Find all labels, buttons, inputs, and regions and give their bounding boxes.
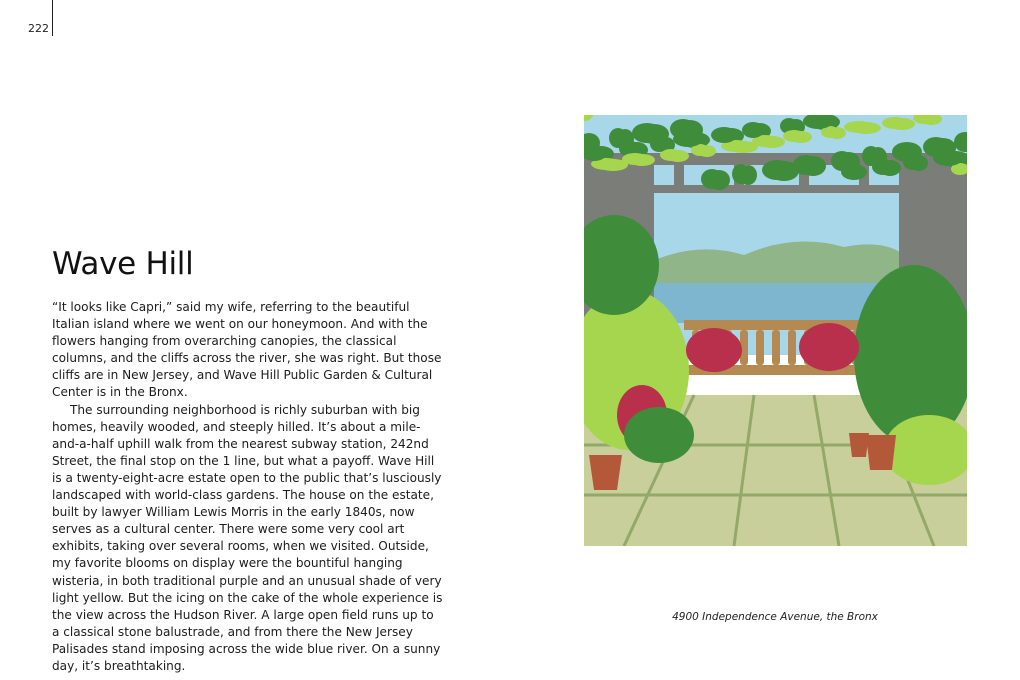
canopy-leaf [783,130,805,142]
garden-illustration [584,115,967,546]
paragraph-1: “It looks like Capri,” said my wife, referring to the beautiful Italian island where we went on our honeymoon. And with the flowers hanging from overarching canopies, the classical columns, and the cliffs across the river, she was right. But those cliffs are in New Jersey, and Wave Hill Public Garden & Cultural Center is in the Bronx. [52,300,442,400]
canopy-leaf [882,117,908,129]
canopy-leaf [831,151,853,171]
illustration-caption: 4900 Independence Avenue, the Bronx [672,611,878,623]
pergola-beam-2 [584,185,967,193]
canopy-leaf [711,127,737,143]
canopy-leaf [844,121,874,133]
canopy-leaf [632,123,662,143]
canopy-leaf [793,155,819,175]
canopy-leaf [622,153,648,165]
pergola-view-painting [584,115,967,546]
folio-rule [52,0,53,36]
baluster [788,330,796,365]
baluster [756,330,764,365]
canopy-leaf [742,122,764,138]
canopy-leaf [701,169,723,189]
page-number: 222 [28,22,49,35]
pergola-crossbar [674,160,684,190]
canopy-leaf [673,131,703,147]
pot-left [589,455,622,490]
canopy-leaf [762,160,792,180]
pot-right [866,435,896,470]
canopy-leaf [609,128,627,148]
floor-shrub [624,407,694,463]
canopy-leaf [862,146,880,166]
canopy-leaf [732,164,750,184]
article-body [52,299,444,675]
paragraph-2: The surrounding neighborhood is richly suburban with big homes, heavily wooded, and steeply hilled. It’s about a mile-and-a-half uphill walk from the nearest subway station, 242nd Street, the final stop on the 1 line, but what a payoff. Wave Hill is a twenty-eight-acre estate open to the public that’s lusciously landscaped with world-class gardens. The house on the estate, built by lawyer William Lewis Morris in the early 1840s, now serves as a cultural center. There were some very cool art exhibits, taking over several rooms, when we visited. Outside, my favorite blooms on display were the bountiful hanging wisteria, in both traditional purple and an unusual shade of very light yellow. But the icing on the cake of the whole experience is the view across the Hudson River. A large open field runs up to a classical stone balustrade, and from there the New Jersey Palisades stand imposing across the wide blue river. On a sunny day, it’s breathtaking. [52,402,443,673]
pot-right-2 [849,433,869,457]
canopy-leaf [923,137,949,157]
red-leaves-right [799,323,859,371]
baluster [772,330,780,365]
red-leaves-left [686,328,742,372]
canopy-leaf [903,154,921,170]
article-title: Wave Hill [52,246,194,282]
